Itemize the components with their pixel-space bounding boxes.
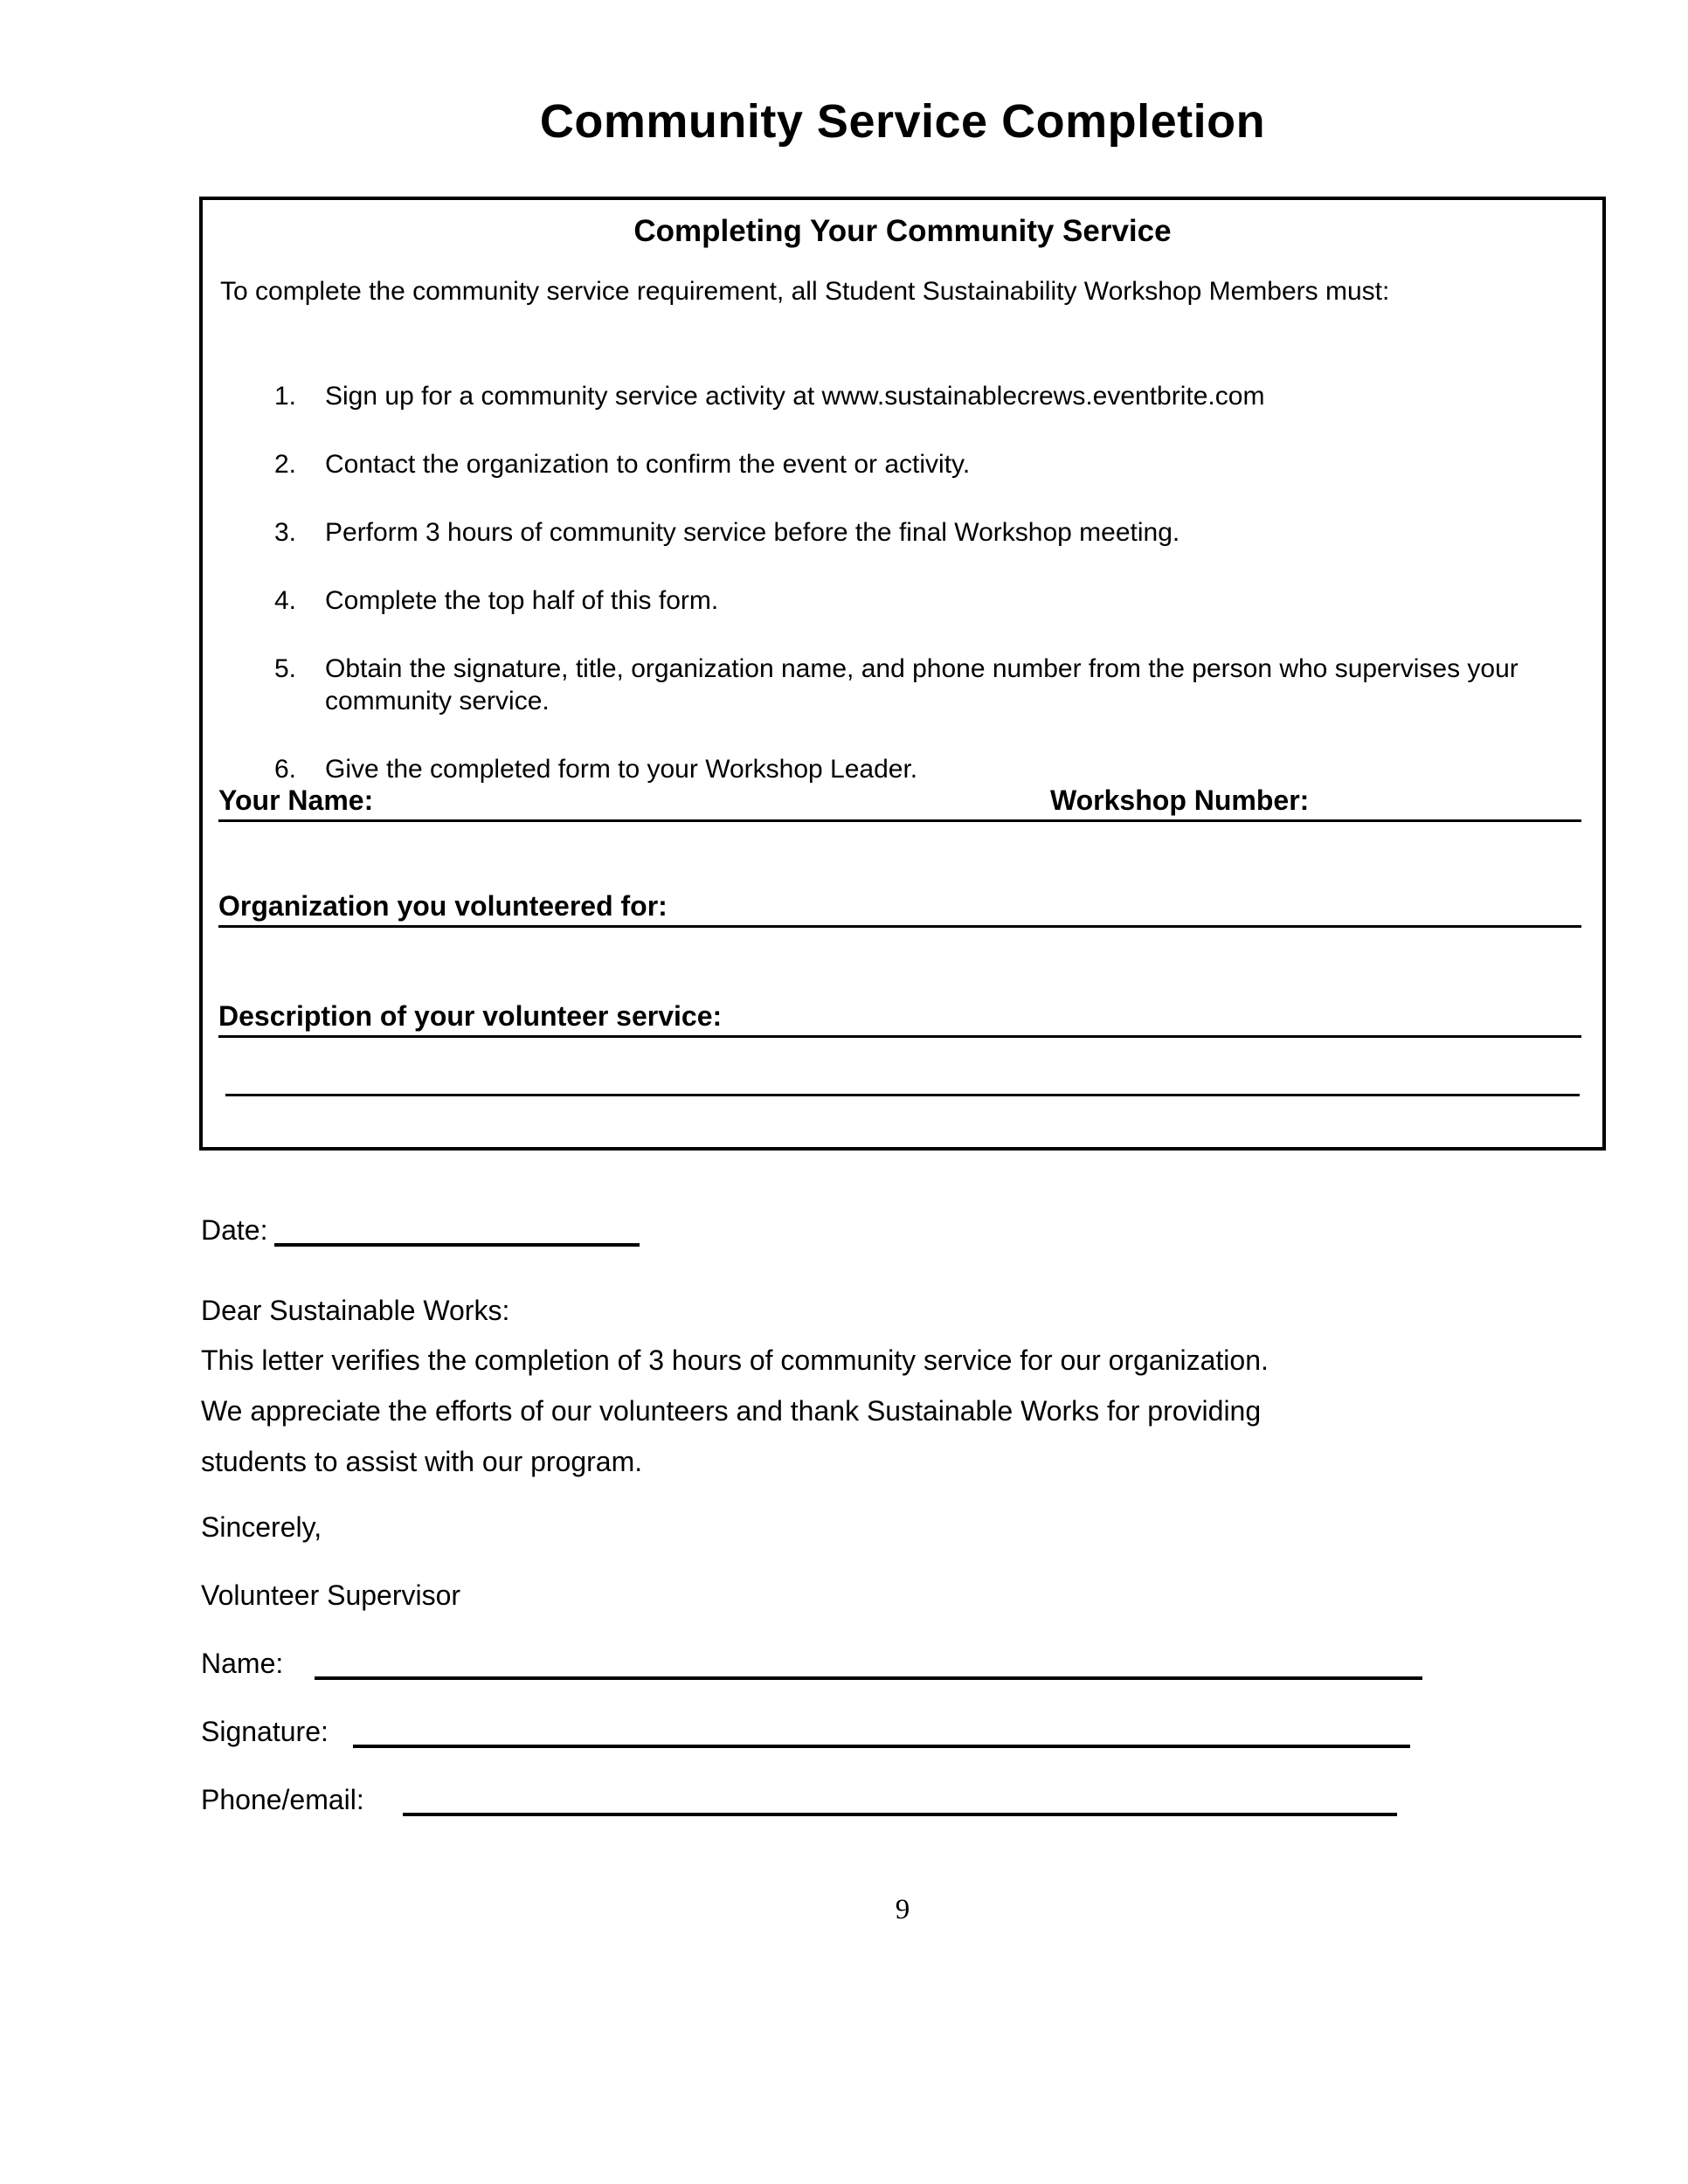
supervisor-phone-email-label: Phone/email:	[201, 1784, 364, 1815]
community-service-form-box	[199, 197, 1606, 1151]
step-text: Give the completed form to your Workshop Leader.	[325, 755, 918, 784]
letter-line: We appreciate the efforts of our volunteers and thank Sustainable Works for providing	[201, 1395, 1262, 1427]
step-text: Sign up for a community service activity at www.sustainablecrews.eventbrite.com	[325, 382, 1265, 411]
step-item-5	[274, 653, 1573, 717]
volunteer-supervisor-signoff: Volunteer Supervisor	[201, 1579, 461, 1611]
organization-field-row	[218, 887, 1581, 928]
date-label: Date:	[201, 1214, 268, 1246]
step-number: 2.	[274, 450, 297, 479]
supervisor-phone-email-blank-line	[403, 1787, 1397, 1816]
description-continuation-line	[225, 1094, 1580, 1096]
letter-line: students to assist with our program.	[201, 1446, 643, 1477]
date-row	[201, 1214, 640, 1247]
step-number: 4.	[274, 586, 297, 615]
step-item-3	[274, 516, 1573, 549]
date-blank-line	[274, 1217, 640, 1247]
supervisor-phone-email-row	[201, 1784, 1397, 1816]
letter-line: This letter verifies the completion of 3 hours of community service for our organization.	[201, 1344, 1269, 1376]
description-label: Description of your volunteer service:	[218, 1000, 723, 1032]
organization-label: Organization you volunteered for:	[218, 890, 668, 922]
letter-salutation: Dear Sustainable Works:	[201, 1295, 510, 1326]
workshop-number-label: Workshop Number:	[1050, 784, 1310, 816]
step-number: 5.	[274, 654, 297, 683]
page-title: Community Service Completion	[539, 95, 1266, 148]
step-number: 1.	[274, 382, 297, 411]
step-item-4	[274, 584, 1573, 617]
supervisor-name-row	[201, 1648, 1422, 1680]
your-name-label: Your Name:	[218, 784, 374, 816]
step-text: Perform 3 hours of community service before the final Workshop meeting.	[325, 518, 1180, 547]
step-text: Contact the organization to confirm the event or activity.	[325, 450, 971, 479]
description-field-row	[218, 997, 1581, 1038]
step-text: Obtain the signature, title, organization name, and phone number from the person who supervises your community service.	[325, 654, 1519, 715]
supervisor-signature-row	[201, 1716, 1410, 1748]
step-text: Complete the top half of this form.	[325, 586, 719, 615]
step-number: 3.	[274, 518, 297, 547]
form-box-heading: Completing Your Community Service	[633, 214, 1172, 248]
step-number: 6.	[274, 755, 297, 784]
supervisor-name-blank-line	[315, 1650, 1422, 1680]
step-item-2	[274, 448, 1573, 480]
letter-closing: Sincerely,	[201, 1511, 322, 1543]
page-number: 9	[895, 1894, 910, 1925]
supervisor-signature-label: Signature:	[201, 1716, 329, 1747]
letter-body	[201, 1344, 1566, 1496]
steps-list	[274, 380, 1573, 821]
step-item-1	[274, 380, 1573, 412]
supervisor-signature-blank-line	[353, 1718, 1410, 1748]
your-name-field-row	[218, 778, 1581, 822]
supervisor-name-label: Name:	[201, 1648, 284, 1679]
form-intro-text: To complete the community service requirement, all Student Sustainability Workshop Members must:	[220, 277, 1390, 306]
